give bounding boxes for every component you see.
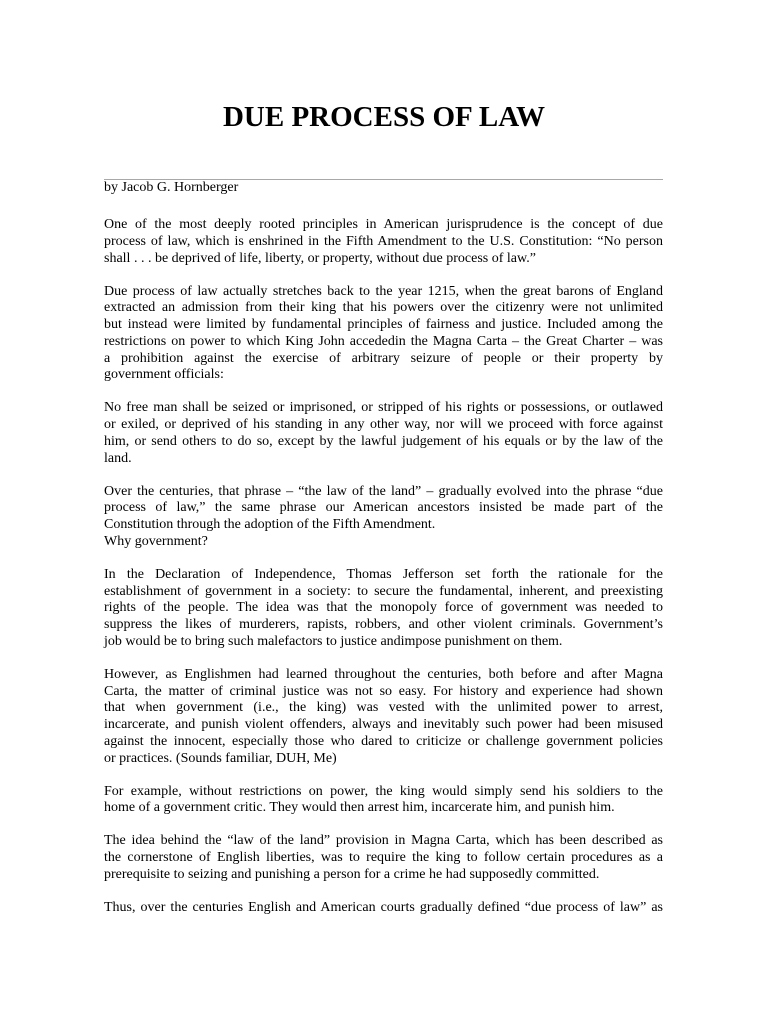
text-line: process of law, which is enshrined in the Fifth Amendment to the U.S. Constitution: “No person — [104, 233, 663, 249]
paragraph — [104, 484, 663, 551]
byline: by Jacob G. Hornberger — [104, 180, 239, 195]
text-line: For example, without restrictions on power, the king would simply send his soldiers to the — [104, 783, 663, 799]
text-line: restrictions on power to which King John accededin the Magna Carta – the Great Charter – was — [104, 333, 663, 349]
paragraph — [104, 284, 663, 385]
text-line: home of a government critic. They would then arrest him, incarcerate him, and punish him. — [104, 800, 615, 816]
document-body — [104, 180, 663, 933]
paragraph — [104, 900, 663, 917]
text-line: Due process of law actually stretches back to the year 1215, when the great barons of England — [104, 283, 663, 299]
text-line: shall . . . be deprived of life, liberty, or property, without due process of law.” — [104, 250, 536, 266]
paragraph — [104, 784, 663, 818]
text-line: job would be to bring such malefactors to justice andimpose punishment on them. — [104, 633, 563, 649]
text-line: However, as Englishmen had learned throughout the centuries, both before and after Magna — [104, 666, 663, 682]
text-line: No free man shall be seized or imprisoned, or stripped of his rights or possessions, or outlawed — [104, 400, 663, 416]
text-line: Carta, the matter of criminal justice was not so easy. For history and experience had shown — [104, 683, 663, 699]
section-heading: Why government? — [104, 533, 208, 549]
block-quote — [104, 400, 663, 467]
paragraph — [104, 217, 663, 267]
text-line: incarcerate, and punish violent offenders, always and inevitably such power had been misused — [104, 717, 663, 733]
text-line: or exiled, or deprived of his standing in any other way, nor will we proceed with force against — [104, 417, 663, 433]
text-line: against the innocent, especially those who dared to criticize or challenge government policies — [104, 733, 663, 749]
text-line: a prohibition against the exercise of arbitrary seizure of people or their property by — [104, 350, 663, 366]
text-line: the cornerstone of English liberties, was to require the king to follow certain procedures as a — [104, 850, 663, 866]
paragraph — [104, 833, 663, 883]
page-title: DUE PROCESS OF LAW — [222, 101, 545, 133]
text-line: process of law,” the same phrase our American ancestors insisted be made part of the — [104, 500, 663, 516]
text-line: rights of the people. The idea was that the monopoly force of government was needed to — [104, 600, 663, 616]
text-line: Over the centuries, that phrase – “the law of the land” – gradually evolved into the phrase “due — [104, 483, 663, 499]
text-line: suppress the likes of murderers, rapists, robbers, and other violent criminals. Government’s — [104, 617, 663, 633]
text-line: that when government (i.e., the king) was vested with the unlimited power to arrest, — [104, 700, 663, 716]
text-line: establishment of government in a society: to secure the fundamental, inherent, and preexisting — [104, 583, 663, 599]
text-line: him, or send others to do so, except by the lawful judgement of his equals or by the law of the — [104, 433, 663, 449]
text-line: One of the most deeply rooted principles in American jurisprudence is the concept of due — [104, 217, 663, 232]
text-line: but instead were limited by fundamental principles of fairness and justice. Included among the — [104, 317, 663, 333]
text-line: extracted an admission from their king that his powers over the citizenry were not unlimited — [104, 300, 663, 316]
text-line: Constitution through the adoption of the Fifth Amendment. — [104, 517, 436, 533]
text-line: Thus, over the centuries English and American courts gradually defined “due process of law” as — [104, 899, 663, 915]
paragraph — [104, 667, 663, 768]
text-line: or practices. (Sounds familiar, DUH, Me) — [104, 750, 337, 766]
text-line: land. — [104, 450, 132, 466]
text-line: The idea behind the “law of the land” provision in Magna Carta, which has been described as — [104, 833, 663, 849]
text-line: prerequisite to seizing and punishing a person for a crime he had supposedly committed. — [104, 866, 600, 882]
text-line: government officials: — [104, 367, 224, 383]
paragraph — [104, 567, 663, 651]
text-line: In the Declaration of Independence, Thomas Jefferson set forth the rationale for the — [104, 566, 663, 582]
